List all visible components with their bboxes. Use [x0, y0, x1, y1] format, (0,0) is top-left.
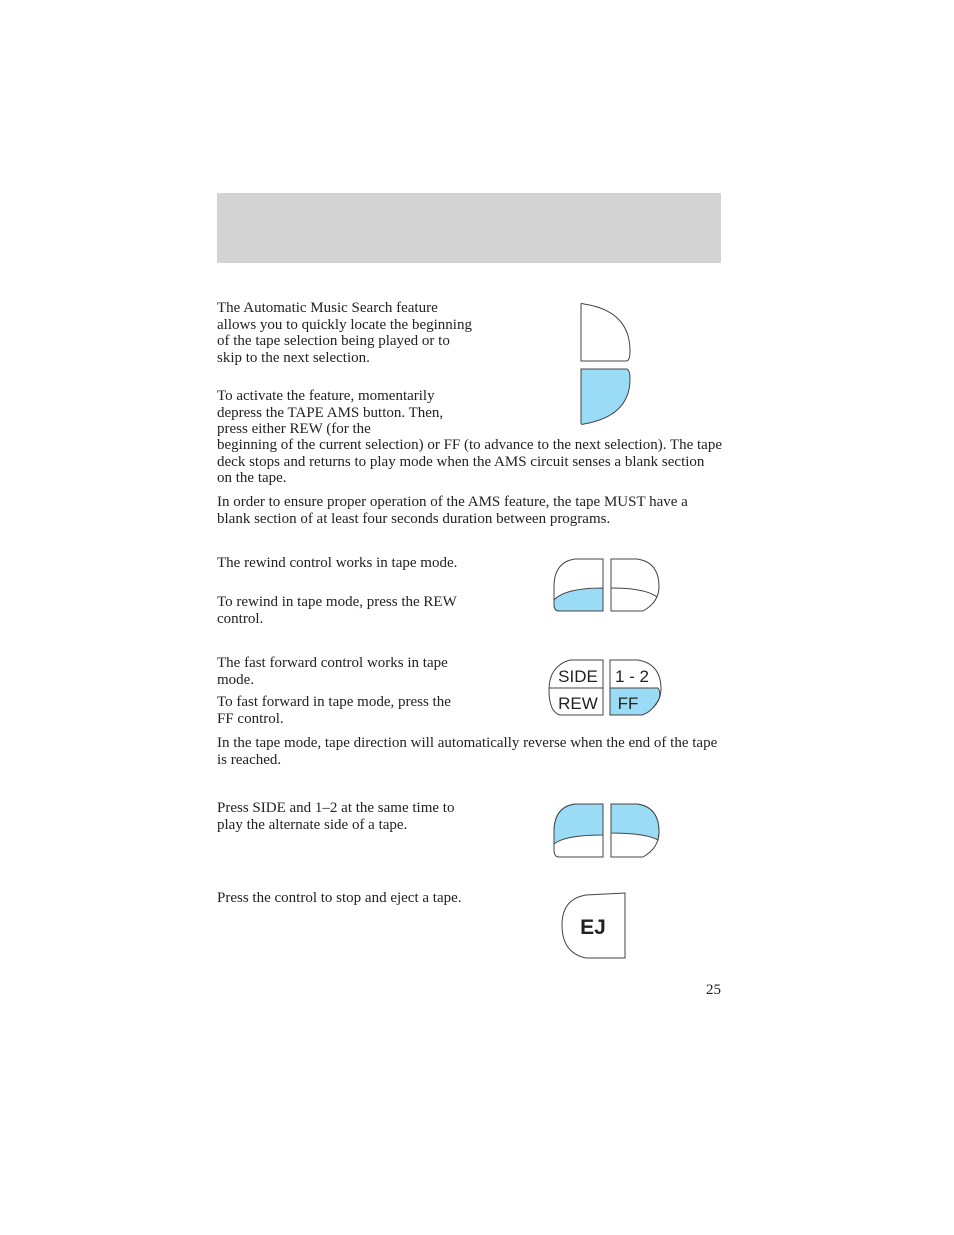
rewind-text-1: The rewind control works in tape mode.	[217, 555, 458, 571]
eject-text: Press the control to stop and eject a tape.	[217, 890, 462, 906]
side-text: Press SIDE and 1–2 at the same time to play the alternate side of a tape.	[217, 800, 455, 833]
ej-label: EJ	[580, 916, 606, 939]
header-band	[217, 193, 721, 263]
ams-activate-text: To activate the feature, momentarily depress the TAPE AMS button. Then, press either REW (for the	[217, 388, 444, 437]
rewind-text-2: To rewind in tape mode, press the REW control.	[217, 594, 457, 627]
ff-text-3: In the tape mode, tape direction will automatically reverse when the end of the tape is reached.	[217, 735, 718, 768]
eject-button-illustration	[556, 887, 632, 965]
tape-ams-button-illustration	[572, 296, 638, 432]
ams-upper-button	[581, 304, 630, 362]
ams-intro-text: The Automatic Music Search feature allows you to quickly locate the beginning of the tape selection being played or to skip to the next selection.	[217, 300, 472, 366]
ff-label: FF	[617, 694, 639, 713]
ams-note-text: In order to ensure proper operation of the AMS feature, the tape MUST have a blank section of at least four seconds duration between programs.	[217, 494, 688, 527]
page-number: 25	[706, 982, 721, 998]
ams-activate-continued-text: beginning of the current selection) or FF (to advance to the next selection). The tape deck stops and returns to play mode when the AMS circuit senses a blank section on the tape.	[217, 437, 722, 486]
ams-lower-button	[581, 369, 630, 424]
fast-forward-button-illustration	[542, 652, 668, 722]
one-two-label: 1 - 2	[614, 667, 650, 686]
ff-text-1: The fast forward control works in tape mode.	[217, 655, 448, 688]
side-button-illustration	[545, 797, 667, 863]
ff-text-2: To fast forward in tape mode, press the FF control.	[217, 694, 451, 727]
rewind-button-illustration	[545, 552, 667, 618]
side-label: SIDE	[558, 667, 598, 686]
rew-label: REW	[558, 694, 598, 713]
